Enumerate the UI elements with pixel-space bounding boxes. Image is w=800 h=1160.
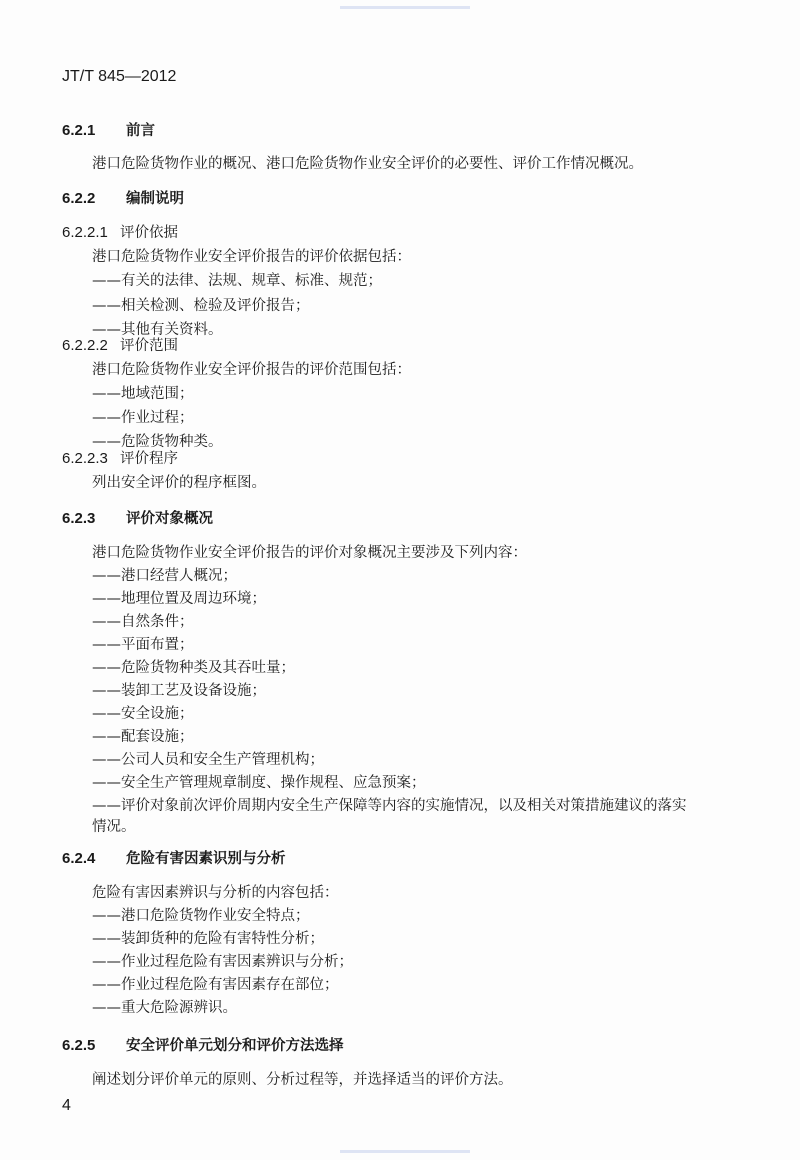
- body-line: ——装卸工艺及设备设施；: [92, 683, 266, 699]
- body-line: ——危险货物种类及其吞吐量；: [92, 660, 295, 676]
- body-line: ——地域范围；: [92, 386, 194, 402]
- section-heading: [62, 850, 286, 868]
- body-line: ——平面布置；: [92, 637, 194, 653]
- standard-header: JT/T 845—2012: [62, 68, 177, 85]
- body-line: ——有关的法律、法规、规章、标准、规范；: [92, 273, 382, 289]
- section-title: 评价程序: [120, 451, 178, 467]
- section-number: 6.2.4: [62, 850, 96, 867]
- body-line: ——安全设施；: [92, 706, 194, 722]
- watermark-bottom: [340, 1150, 470, 1153]
- body-line: ——公司人员和安全生产管理机构；: [92, 752, 324, 768]
- section-heading: [62, 510, 213, 528]
- page-number: 4: [62, 1097, 71, 1114]
- section-heading: [62, 224, 178, 242]
- body-line: ——配套设施；: [92, 729, 194, 745]
- body-line: ——安全生产管理规章制度、操作规程、应急预案；: [92, 775, 426, 791]
- section-title: 评价对象概况: [126, 511, 213, 527]
- body-line: ——危险货物种类。: [92, 434, 223, 450]
- body-line: ——地理位置及周边环境；: [92, 591, 266, 607]
- body-line: 列出安全评价的程序框图。: [92, 475, 266, 491]
- body-line: ——作业过程危险有害因素存在部位；: [92, 977, 339, 993]
- body-line: 情况。: [92, 819, 136, 835]
- section-title: 编制说明: [126, 191, 184, 207]
- body-line: ——港口经营人概况；: [92, 568, 237, 584]
- body-line: ——自然条件；: [92, 614, 194, 630]
- section-number: 6.2.5: [62, 1037, 96, 1054]
- body-line: 港口危险货物作业安全评价报告的评价范围包括：: [92, 362, 411, 378]
- body-line: ——重大危险源辨识。: [92, 1000, 237, 1016]
- section-title: 评价依据: [120, 225, 178, 241]
- section-heading: [62, 1037, 344, 1055]
- section-title: 前言: [126, 123, 155, 139]
- section-heading: [62, 450, 178, 468]
- body-line: ——装卸货种的危险有害特性分析；: [92, 931, 324, 947]
- body-line: ——评价对象前次评价周期内安全生产保障等内容的实施情况，以及相关对策措施建议的落实: [92, 798, 687, 814]
- section-number: 6.2.1: [62, 122, 96, 139]
- section-number: 6.2.2: [62, 190, 96, 207]
- body-line: 阐述划分评价单元的原则、分析过程等，并选择适当的评价方法。: [92, 1072, 513, 1088]
- body-line: ——港口危险货物作业安全特点；: [92, 908, 310, 924]
- section-number: 6.2.3: [62, 510, 96, 527]
- watermark-top: [340, 6, 470, 9]
- body-line: 危险有害因素辨识与分析的内容包括：: [92, 885, 339, 901]
- body-line: ——相关检测、检验及评价报告；: [92, 298, 310, 314]
- section-heading: [62, 337, 178, 355]
- section-number: 6.2.2.2: [62, 337, 108, 354]
- section-heading: [62, 190, 184, 208]
- section-number: 6.2.2.1: [62, 224, 108, 241]
- section-number: 6.2.2.3: [62, 450, 108, 467]
- section-title: 评价范围: [120, 338, 178, 354]
- body-line: 港口危险货物作业安全评价报告的评价对象概况主要涉及下列内容：: [92, 545, 527, 561]
- body-line: ——其他有关资料。: [92, 322, 223, 338]
- body-line: 港口危险货物作业的概况、港口危险货物作业安全评价的必要性、评价工作情况概况。: [92, 156, 643, 172]
- section-heading: [62, 122, 155, 140]
- body-line: ——作业过程危险有害因素辨识与分析；: [92, 954, 353, 970]
- body-line: ——作业过程；: [92, 410, 194, 426]
- body-line: 港口危险货物作业安全评价报告的评价依据包括：: [92, 249, 411, 265]
- section-title: 危险有害因素识别与分析: [126, 851, 286, 867]
- section-title: 安全评价单元划分和评价方法选择: [126, 1038, 344, 1054]
